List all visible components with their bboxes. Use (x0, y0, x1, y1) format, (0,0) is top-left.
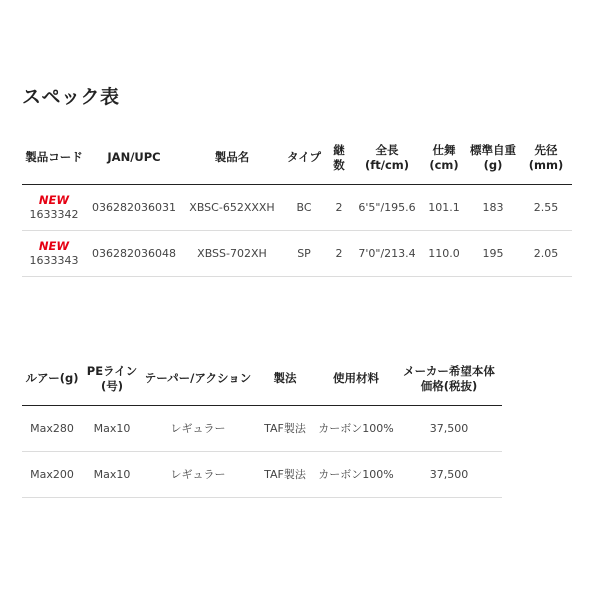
weight-cell: 195 (466, 230, 520, 276)
table-row (22, 451, 502, 497)
product-code-cell (22, 230, 86, 276)
header-pe-line: PEライン(号) (82, 353, 142, 405)
tip-diameter-cell: 2.55 (533, 200, 559, 214)
new-badge: NEW (38, 192, 70, 207)
table-row (22, 184, 572, 230)
pieces-cell: 2 (335, 200, 343, 214)
jan-cell: 036282036031 (92, 200, 176, 214)
page-title: スペック表 (22, 86, 120, 108)
tip-diameter-cell: 2.05 (520, 230, 572, 276)
method-cell: TAF製法 (264, 421, 306, 435)
type-cell: BC (296, 200, 312, 214)
jan-cell: 036282036048 (86, 230, 182, 276)
header-length: 全長(ft/cm) (352, 132, 422, 184)
closed-length-cell: 110.0 (422, 230, 466, 276)
pe-line-cell: Max10 (82, 451, 142, 497)
header-jan-upc: JAN/UPC (86, 132, 182, 184)
length-cell: 6'5"/195.6 (358, 200, 416, 214)
taper-action-cell: レギュラー (142, 451, 254, 497)
header-type: タイプ (282, 132, 326, 184)
spec-table-main (22, 132, 572, 277)
header-price: メーカー希望本体価格(税抜) (396, 353, 502, 405)
material-cell: カーボン100% (316, 451, 396, 497)
closed-length-cell: 101.1 (428, 200, 460, 214)
header-weight: 標準自重(g) (466, 132, 520, 184)
length-cell: 7'0"/213.4 (352, 230, 422, 276)
header-closed-length: 仕舞(cm) (422, 132, 466, 184)
header-taper-action: テーパー/アクション (142, 353, 254, 405)
method-cell: TAF製法 (254, 451, 316, 497)
table-row (22, 230, 572, 276)
table-header-row (22, 353, 502, 405)
pe-line-cell: Max10 (93, 421, 131, 435)
pieces-cell: 2 (326, 230, 352, 276)
header-material: 使用材料 (316, 353, 396, 405)
taper-action-cell: レギュラー (170, 421, 226, 435)
price-cell: 37,500 (429, 421, 469, 435)
product-name-cell: XBSC-652XXXH (189, 200, 275, 214)
weight-cell: 183 (482, 200, 504, 214)
lure-weight-cell: Max200 (22, 451, 82, 497)
product-code: 1633342 (29, 207, 79, 221)
header-lure-weight: ルアー(g) (22, 353, 82, 405)
new-badge: NEW (38, 238, 70, 253)
lure-weight-cell: Max280 (30, 421, 74, 435)
product-code: 1633343 (29, 253, 79, 267)
header-product-name: 製品名 (182, 132, 282, 184)
table-header-row (22, 132, 572, 184)
spec-table-secondary (22, 353, 502, 498)
material-cell: カーボン100% (318, 421, 394, 435)
header-tip-diameter: 先径(mm) (520, 132, 572, 184)
header-product-code: 製品コード (22, 132, 86, 184)
header-method: 製法 (254, 353, 316, 405)
product-code-cell (22, 184, 86, 230)
header-pieces: 継数 (326, 132, 352, 184)
price-cell: 37,500 (396, 451, 502, 497)
product-name-cell: XBSS-702XH (182, 230, 282, 276)
type-cell: SP (282, 230, 326, 276)
table-row (22, 405, 502, 451)
